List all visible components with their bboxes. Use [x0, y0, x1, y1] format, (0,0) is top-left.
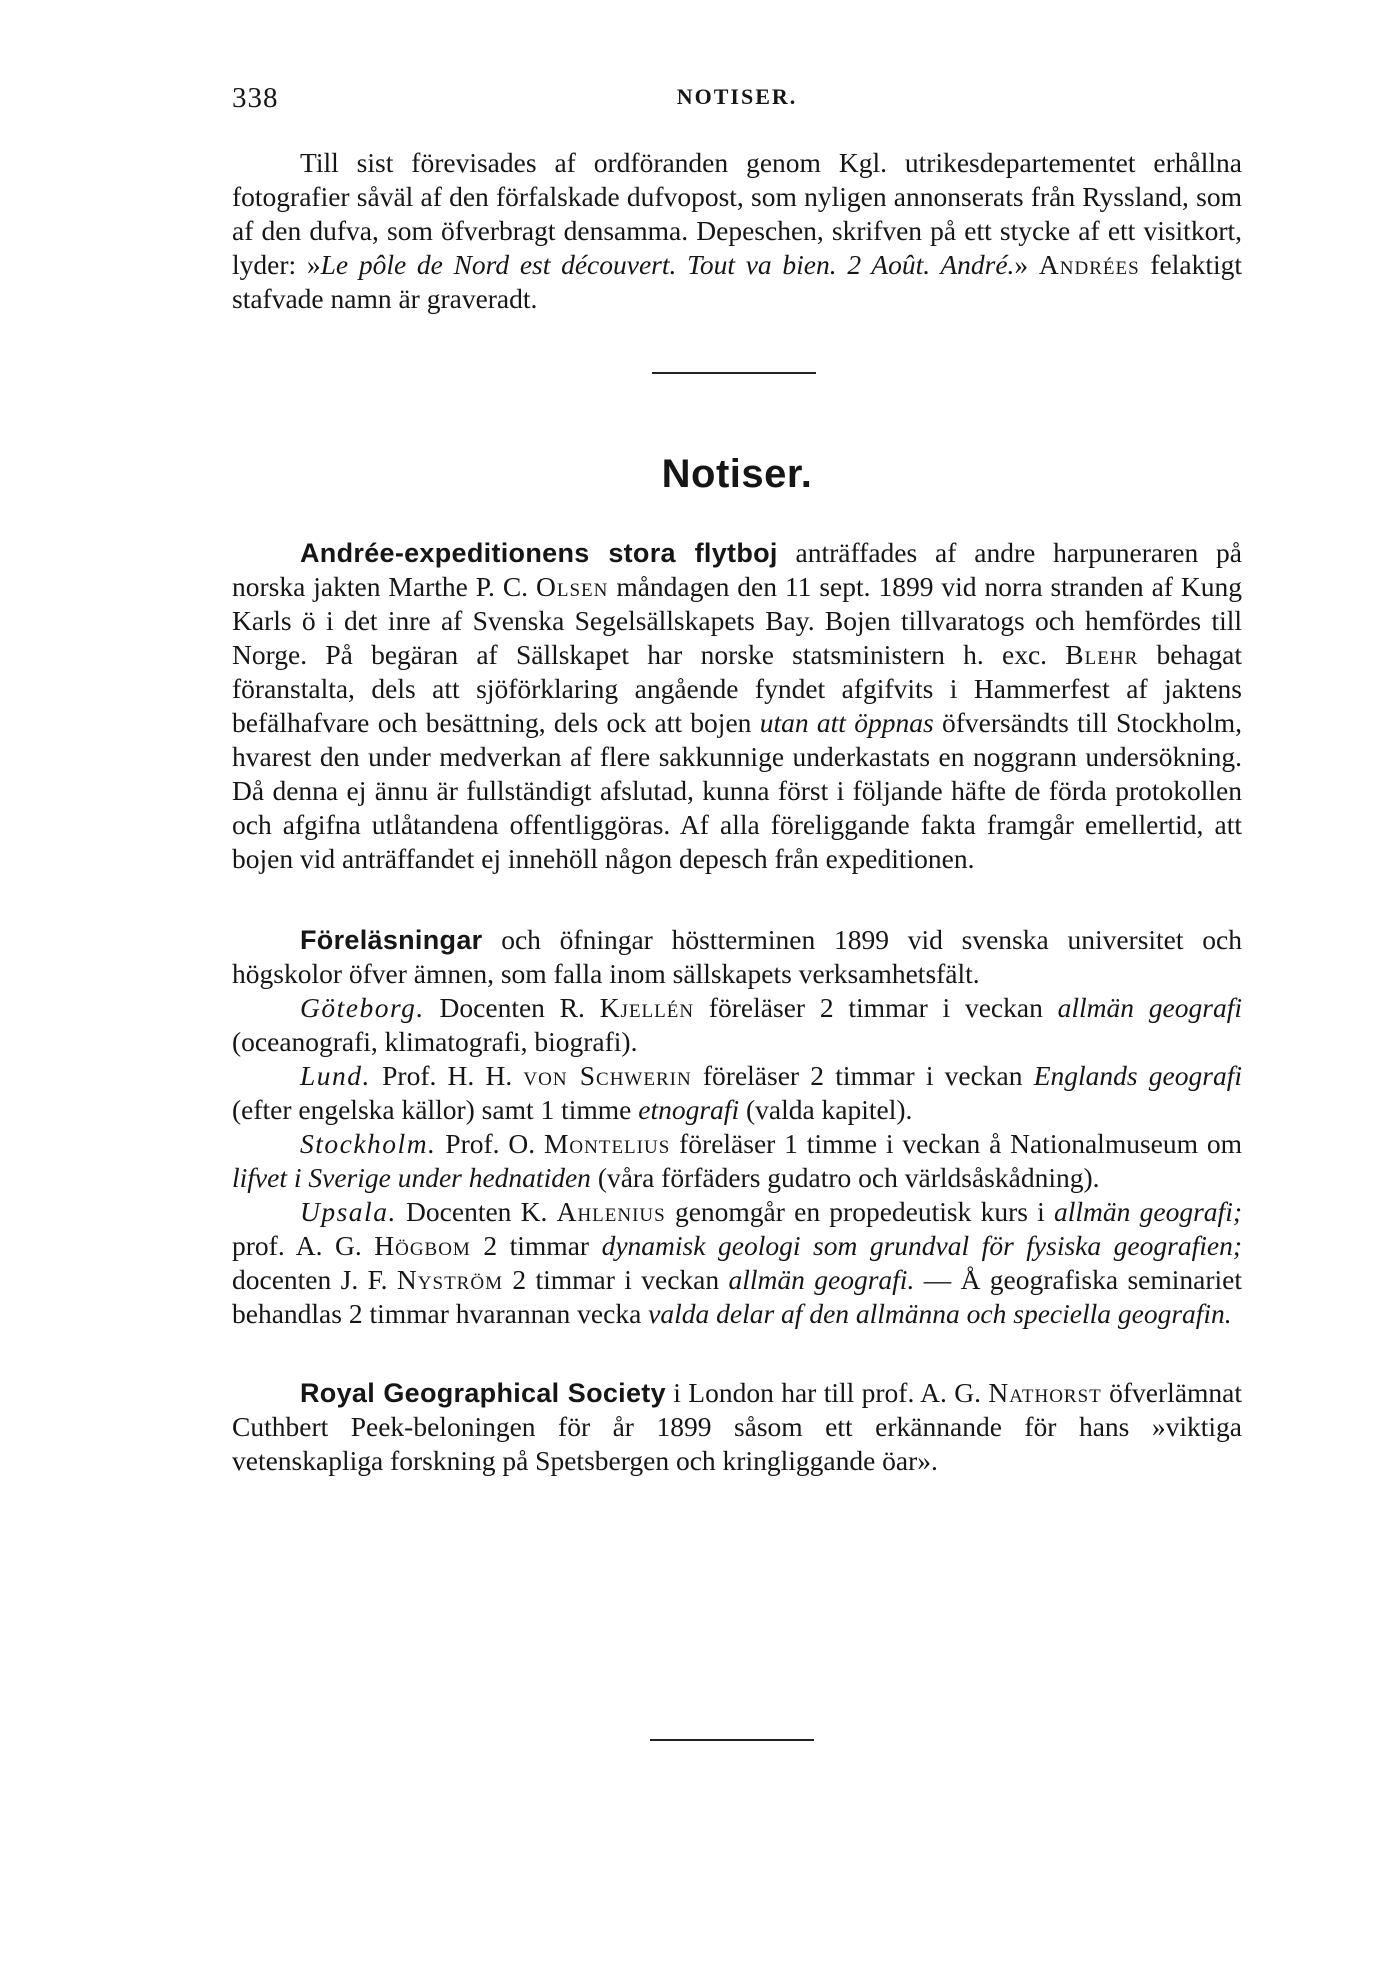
emphasis: utan att öppnas — [759, 707, 934, 738]
section-title: Notiser. — [661, 452, 813, 496]
course-subject: valda delar af den allmänna och speciella geografin. — [648, 1298, 1232, 1329]
page-header — [232, 82, 1242, 122]
city-name: Upsala. — [300, 1196, 397, 1227]
text-run: Prof. H. H. — [370, 1060, 524, 1091]
notice-lectures — [232, 923, 1242, 991]
person-name: Andrées — [1038, 249, 1140, 280]
person-name: von Schwerin — [523, 1060, 692, 1091]
lectures-lund — [232, 1059, 1242, 1127]
course-subject: allmän geografi — [1057, 992, 1242, 1023]
text-run: (valda kapitel). — [739, 1094, 913, 1125]
person-name: Ahlenius — [556, 1196, 666, 1227]
text-run: (efter engelska källor) samt 1 timme — [232, 1094, 639, 1125]
notice-heading: Andrée-expeditionens stora flytboj — [300, 538, 778, 568]
running-head: NOTISER. — [676, 84, 798, 109]
text-run: Docenten R. — [424, 992, 600, 1023]
city-name: Lund. — [300, 1060, 371, 1091]
telegram-quote: Le pôle de Nord est découvert. Tout va bien. 2 Août. André. — [320, 249, 1015, 280]
course-subject: dynamisk geologi som grundval för fysiska geografien; — [601, 1230, 1242, 1261]
text-run: måndagen den 11 sept. 1899 vid norra stranden af Kung Karls ö i det inre af Svenska Segelsällskapets Bay. Bojen tillvaratogs och hemfördes till Norge. På begäran af Sällskapet har norske statsministern h. exc. — [232, 571, 1242, 670]
text-run: föreläser 1 timme i veckan å Nationalmuseum om — [670, 1128, 1242, 1159]
person-name: Blehr — [1065, 639, 1139, 670]
notice-rgs — [232, 1376, 1242, 1478]
text-run: 2 timmar i veckan — [502, 1264, 729, 1295]
text-run: och öfningar höstterminen 1899 vid svenska universitet och högskolor öfver ämnen, som falla inom sällskapets verksamhetsfält. — [232, 924, 1242, 989]
course-subject: lifvet i Sverige under hednatiden — [232, 1162, 591, 1193]
course-subject: Englands geografi — [1033, 1060, 1242, 1091]
citation: viktiga vetenskapliga forskning på Spetsbergen och kringliggande öar — [232, 1411, 1242, 1476]
spacer — [232, 876, 1242, 923]
text-run: prof. A. G. — [232, 1230, 375, 1261]
text-run: — Å geografiska seminariet behandlas 2 timmar hvarannan vecka — [232, 1264, 1242, 1329]
divider-rule — [650, 1739, 814, 1741]
text-run: (oceanografi, klimatografi, biografi). — [232, 1026, 638, 1057]
text-run: Prof. O. — [436, 1128, 544, 1159]
notice-buoy — [232, 536, 1242, 876]
text-run: föreläser 2 timmar i veckan — [694, 992, 1058, 1023]
person-name: Nyström — [396, 1264, 503, 1295]
quote-mark: » — [306, 249, 321, 280]
text-run: 2 timmar — [470, 1230, 602, 1261]
text-run: öfverlämnat Cuthbert Peek-beloningen för år 1899 såsom ett erkännande för hans — [232, 1377, 1243, 1442]
lectures-stockholm — [232, 1127, 1242, 1195]
page-number: 338 — [232, 82, 279, 114]
text-run: anträffades af andre harpuneraren på norska jakten Marthe P. C. — [232, 537, 1242, 602]
notice-heading: Royal Geographical Society — [300, 1378, 666, 1408]
text-run: (våra förfäders gudatro och världsåskådning). — [590, 1162, 1100, 1193]
quote-mark: » — [1151, 1411, 1166, 1442]
course-subject: allmän geografi; — [1054, 1196, 1242, 1227]
person-name: Nathorst — [988, 1377, 1102, 1408]
text-run: föreläser 2 timmar i veckan — [691, 1060, 1034, 1091]
course-subject: etnografi — [638, 1094, 740, 1125]
person-name: Olsen — [536, 571, 609, 602]
text-run: Docenten K. — [396, 1196, 557, 1227]
divider-rule — [652, 372, 816, 374]
quote-mark: ». — [917, 1445, 938, 1476]
quote-mark: » — [1014, 249, 1039, 280]
person-name: Montelius — [543, 1128, 671, 1159]
notices-block — [232, 536, 1242, 1478]
text-run: docenten J. F. — [232, 1264, 397, 1295]
city-name: Göteborg. — [300, 992, 425, 1023]
text-run: genomgår en propedeutisk kurs i — [665, 1196, 1055, 1227]
text-run: Till sist förevisades af ordföranden genom Kgl. utrikesdepartementet erhållna fotografier såväl af den förfalskade dufvopost, som nyligen annonserats från Ryssland, som af den dufva, som öfverbragt densamma. Depeschen, skrifven på ett stycke af ett visitkort, lyder: — [232, 147, 1242, 280]
text-run: i London har till prof. A. G. — [665, 1377, 989, 1408]
course-subject: allmän geografi. — [728, 1264, 915, 1295]
person-name: Kjellén — [599, 992, 695, 1023]
intro-paragraph-block — [232, 146, 1242, 316]
lectures-upsala — [232, 1195, 1242, 1331]
text-run: felaktigt stafvade namn är graveradt. — [232, 249, 1243, 314]
text-run: öfversändts till Stockholm, hvarest den under medverkan af flere sakkunnige underkastats en noggrann undersökning. Då denna ej ännu är fullständigt afslutad, kunna först i följande häfte de förda protokollen och afgifna utlåtandena offentliggöras. Af alla föreliggande fakta framgår emellertid, att bojen vid anträffandet ej innehöll någon depesch från expeditionen. — [232, 707, 1242, 874]
city-name: Stockholm. — [300, 1128, 437, 1159]
person-name: Högbom — [374, 1230, 471, 1261]
lectures-goteborg — [232, 991, 1242, 1059]
text-run: behagat föranstalta, dels att sjöförklaring angående fyndet afgifvits i Hammerfest af jaktens befälhafvare och besättning, dels ock att bojen — [232, 639, 1242, 738]
intro-paragraph — [232, 146, 1242, 316]
notice-heading: Föreläsningar — [300, 925, 483, 955]
spacer — [232, 1331, 1242, 1376]
